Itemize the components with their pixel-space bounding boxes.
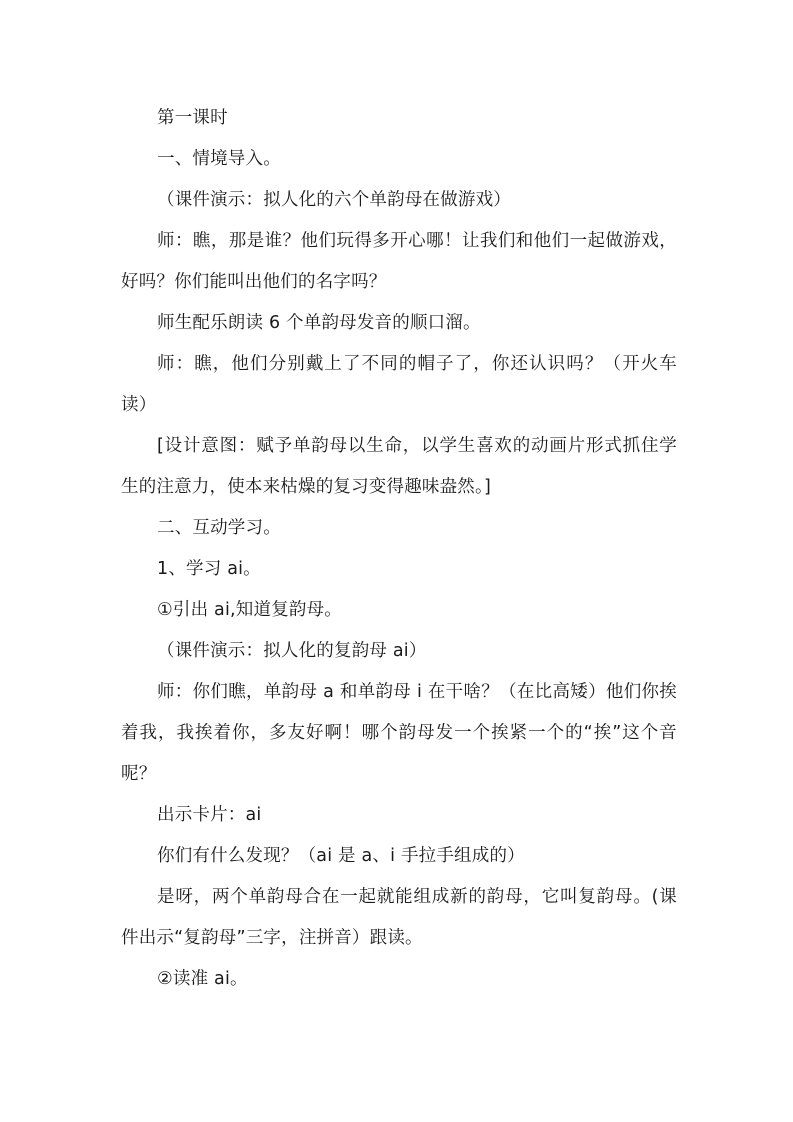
step-heading: ①引出 ai,知道复韵母。 [157,600,342,620]
explanation-line: 是呀，两个单韵母合在一起就能组成新的韵母，它叫复韵母。(课件出示“复韵母”三字，注拼音）跟读。 [121,887,677,948]
question-line: 你们有什么发现？（ai 是 a、i 手拉手组成的） [157,846,525,866]
teacher-line: 师：瞧，他们分别戴上了不同的帽子了，你还认识吗？（开火车读） [121,354,677,415]
design-intent-note: [设计意图：赋予单韵母以生命，以学生喜欢的动画片形式抓住学生的注意力，使本来枯燥的复习变得趣味盎然。] [121,436,677,497]
section-heading-intro: 一、情境导入。 [157,149,281,169]
teacher-line: 师：瞧，那是谁？他们玩得多开心哪！让我们和他们一起做游戏，好吗？你们能叫出他们的名字吗？ [121,231,677,292]
lesson-heading: 第一课时 [157,108,228,128]
document-body [121,98,677,1000]
card-line: 出示卡片：ai [157,805,262,825]
teacher-line: 师：你们瞧，单韵母 a 和单韵母 i 在干啥？（在比高矮）他们你挨着我，我挨着你，多友好啊！哪个韵母发一个挨紧一个的“挨”这个音呢？ [121,682,677,784]
courseware-note: （课件演示：拟人化的六个单韵母在做游戏） [157,190,511,210]
section-heading-interactive: 二、互动学习。 [157,518,281,538]
step-heading: ②读准 ai。 [157,969,248,989]
subsection-heading: 1、学习 ai。 [157,559,261,579]
activity-line: 师生配乐朗读 6 个单韵母发音的顺口溜。 [157,313,481,333]
courseware-note: （课件演示：拟人化的复韵母 ai） [157,641,427,661]
